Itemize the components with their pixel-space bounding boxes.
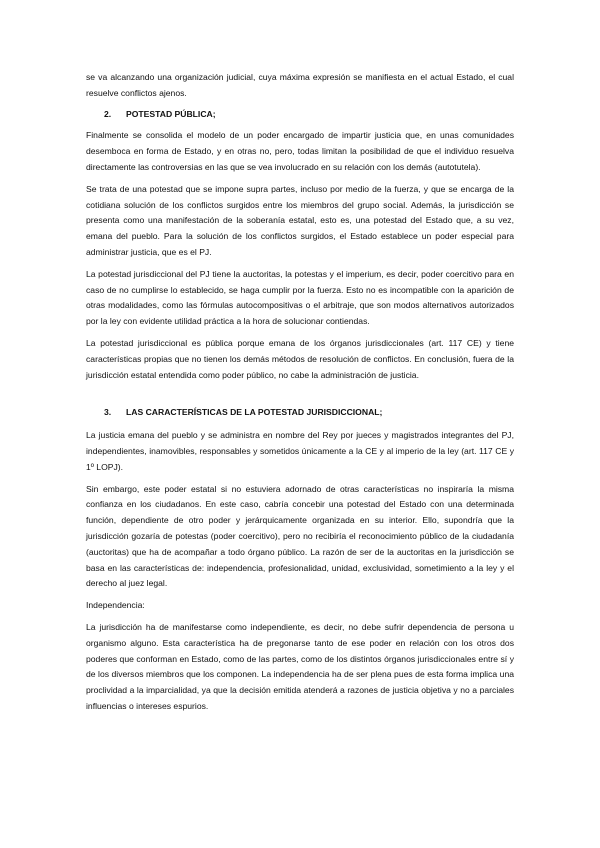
heading-potestad-publica [104, 107, 514, 123]
heading-caracteristicas [104, 405, 514, 421]
paragraph: La justicia emana del pueblo y se administra en nombre del Rey por jueces y magistrados integrantes del PJ, independientes, inamovibles, responsables y sometidos únicamente a la CE y al imperio de la ley (art. 117 CE y 1º LOPJ). [86, 430, 514, 472]
document-body [86, 70, 514, 715]
paragraph: Se trata de una potestad que se impone supra partes, incluso por medio de la fuerza, y que se encarga de la cotidiana solución de los conflictos surgidos entre los miembros del grupo social. Además, la jurisdicción se presenta como una manifestación de la soberanía estatal, esto es, una potestad del Estado que, a su vez, emana del pueblo. Para la solución de los conflictos surgidos, el Estado establece un poder especial para administrar justicia, que es el PJ. [86, 183, 514, 257]
heading-number: 3. [104, 407, 112, 418]
paragraph-intro: se va alcanzando una organización judicial, cuya máxima expresión se manifiesta en el actual Estado, el cual resuelve conflictos ajenos. [86, 72, 514, 98]
subheading-independencia: Independencia: [86, 600, 145, 611]
paragraph: Sin embargo, este poder estatal si no estuviera adornado de otras características no inspiraría la misma confianza en los ciudadanos. En este caso, cabría concebir una potestad del Estado con una determinada función, dependiente de otro poder y jerárquicamente organizada en su interior. Ello, supondría que la jurisdicción gozaría de potestas (poder coercitivo), pero no recibiría el reconocimiento público de la ciudadanía (auctoritas) que ha de acompañar a todo órgano público. La razón de ser de la auctoritas en la jurisdicción se basa en las características de: independencia, profesionalidad, unidad, exclusividad, sometimiento a la ley y el derecho al juez legal. [86, 483, 514, 589]
paragraph: Finalmente se consolida el modelo de un poder encargado de impartir justicia que, en unas comunidades desemboca en forma de Estado, y en otras no, pero, todas limitan la posibilidad de que el individuo resuelva directamente las controversias en las que se vea involucrado en su relación con los demás (autotutela). [86, 130, 514, 172]
paragraph: La potestad jurisdiccional es pública porque emana de los órganos jurisdiccionales (art. 117 CE) y tiene características propias que no tienen los demás métodos de resolución de conflictos. En conclusión, fuera de la jurisdicción estatal entendida como poder público, no cabe la administración de justicia. [86, 337, 514, 380]
heading-text: LAS CARACTERÍSTICAS DE LA POTESTAD JURISDICCIONAL; [126, 407, 383, 418]
heading-number: 2. [104, 108, 112, 119]
heading-text: POTESTAD PÚBLICA; [126, 108, 216, 119]
paragraph: La potestad jurisdiccional del PJ tiene la auctoritas, la potestas y el imperium, es decir, poder coercitivo para en caso de no cumplirse lo establecido, se haga cumplir por la fuerza. Esto no es incompatible con la aparición de otras modalidades, como las fórmulas autocompositivas o el arbitraje, que son modos alternativos autorizados por la ley con evidente utilidad práctica a la hora de solucionar contiendas. [86, 268, 514, 327]
paragraph: La jurisdicción ha de manifestarse como independiente, es decir, no debe sufrir dependencia de persona u organismo alguno. Esta característica ha de pregonarse tanto de ese poder en relación con los otros dos poderes que conforman en Estado, como de las partes, como de los distintos órganos jurisdiccionales entre sí y de los diversos miembros que los componen. La independencia ha de ser plena pues de esta forma implica una proclividad a la imparcialidad, ya que la decisión emitida atenderá a razones de justicia objetiva y no a parciales influencias o intereses espurios. [86, 621, 514, 711]
